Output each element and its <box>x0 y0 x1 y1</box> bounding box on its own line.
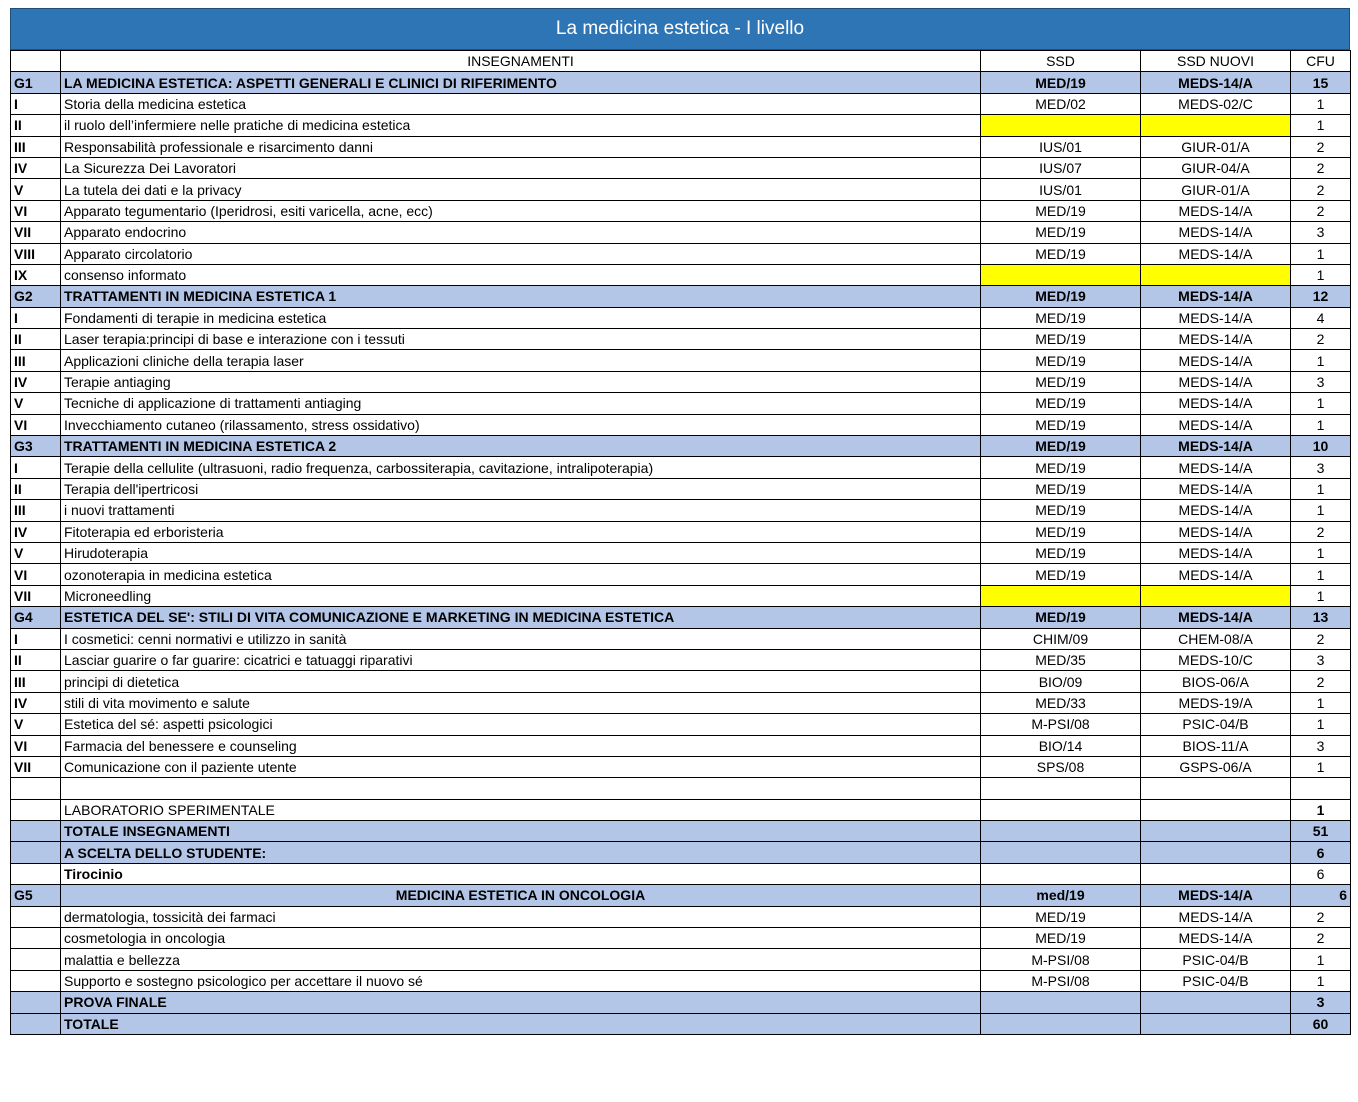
cell-ssd: MED/19 <box>981 350 1141 371</box>
table-row <box>11 115 1351 136</box>
cell-ssd: M-PSI/08 <box>981 970 1141 991</box>
table-row <box>11 136 1351 157</box>
table-row <box>11 264 1351 285</box>
cell-code: III <box>11 136 61 157</box>
cell-ssd-nuovi: MEDS-14/A <box>1141 885 1291 906</box>
cell-ssd-nuovi: MEDS-14/A <box>1141 607 1291 628</box>
cell-ssd: MED/19 <box>981 414 1141 435</box>
cell-code: II <box>11 649 61 670</box>
table-row <box>11 949 1351 970</box>
cell-description: principi di dietetica <box>61 671 981 692</box>
cell-code: G2 <box>11 286 61 307</box>
cell-ssd: MED/33 <box>981 692 1141 713</box>
group-row <box>11 607 1351 628</box>
cell-description: Fondamenti di terapie in medicina estetica <box>61 307 981 328</box>
cell-description: Storia della medicina estetica <box>61 93 981 114</box>
cell-description: Apparato tegumentario (Iperidrosi, esiti varicella, acne, ecc) <box>61 200 981 221</box>
cell-ssd: MED/19 <box>981 521 1141 542</box>
cell-code <box>11 863 61 884</box>
cell-ssd: CHIM/09 <box>981 628 1141 649</box>
cell-cfu: 3 <box>1291 649 1351 670</box>
table-row <box>11 564 1351 585</box>
table-row <box>11 714 1351 735</box>
cell-ssd: IUS/07 <box>981 157 1141 178</box>
cell-code: V <box>11 393 61 414</box>
table-row <box>11 542 1351 563</box>
cell-ssd <box>981 264 1141 285</box>
cell-cfu: 1 <box>1291 970 1351 991</box>
cell-ssd-nuovi <box>1141 264 1291 285</box>
cell-description: ozonoterapia in medicina estetica <box>61 564 981 585</box>
cell-ssd: MED/19 <box>981 243 1141 264</box>
table-row <box>11 222 1351 243</box>
cell-cfu: 1 <box>1291 93 1351 114</box>
cell-cfu: 1 <box>1291 115 1351 136</box>
cell-cfu: 3 <box>1291 735 1351 756</box>
cell-ssd: IUS/01 <box>981 136 1141 157</box>
cell-description: MEDICINA ESTETICA IN ONCOLOGIA <box>61 885 981 906</box>
header-code <box>11 51 61 72</box>
cell-description: La Sicurezza Dei Lavoratori <box>61 157 981 178</box>
cell-ssd-nuovi: MEDS-10/C <box>1141 649 1291 670</box>
cell-description: malattia e bellezza <box>61 949 981 970</box>
cell-ssd-nuovi: GIUR-01/A <box>1141 179 1291 200</box>
cell-ssd-nuovi: BIOS-06/A <box>1141 671 1291 692</box>
cell-description: Invecchiamento cutaneo (rilassamento, stress ossidativo) <box>61 414 981 435</box>
cell-ssd-nuovi: MEDS-14/A <box>1141 371 1291 392</box>
cell-code: G1 <box>11 72 61 93</box>
cell-ssd-nuovi <box>1141 842 1291 863</box>
cell-ssd-nuovi: PSIC-04/B <box>1141 949 1291 970</box>
cell-ssd <box>981 821 1141 842</box>
cell-code: IX <box>11 264 61 285</box>
cell-code: I <box>11 628 61 649</box>
cell-ssd-nuovi: MEDS-14/A <box>1141 457 1291 478</box>
cell-ssd: M-PSI/08 <box>981 949 1141 970</box>
cell-code: IV <box>11 371 61 392</box>
cell-ssd-nuovi: MEDS-14/A <box>1141 500 1291 521</box>
cell-description: il ruolo dell’infermiere nelle pratiche di medicina estetica <box>61 115 981 136</box>
cell-ssd-nuovi <box>1141 1013 1291 1034</box>
cell-ssd-nuovi: MEDS-14/A <box>1141 329 1291 350</box>
cell-code <box>11 799 61 820</box>
cell-code <box>11 949 61 970</box>
cell-description: stili di vita movimento e salute <box>61 692 981 713</box>
cell-code: III <box>11 671 61 692</box>
cell-cfu: 2 <box>1291 329 1351 350</box>
cell-ssd-nuovi: PSIC-04/B <box>1141 714 1291 735</box>
cell-ssd: MED/19 <box>981 500 1141 521</box>
cell-cfu: 2 <box>1291 157 1351 178</box>
cell-cfu: 2 <box>1291 136 1351 157</box>
cell-description: Terapie antiaging <box>61 371 981 392</box>
cell-description: Farmacia del benessere e counseling <box>61 735 981 756</box>
group-row <box>11 72 1351 93</box>
cell-code: VI <box>11 564 61 585</box>
cell-cfu: 4 <box>1291 307 1351 328</box>
cell-description: consenso informato <box>61 264 981 285</box>
cell-code <box>11 970 61 991</box>
cell-ssd-nuovi: CHEM-08/A <box>1141 628 1291 649</box>
cell-cfu: 1 <box>1291 585 1351 606</box>
cell-cfu: 1 <box>1291 799 1351 820</box>
table-row <box>11 179 1351 200</box>
cell-description: LABORATORIO SPERIMENTALE <box>61 799 981 820</box>
cell-description: Fitoterapia ed erboristeria <box>61 521 981 542</box>
header-row <box>11 51 1351 72</box>
cell-ssd <box>981 778 1141 799</box>
cell-ssd-nuovi: GSPS-06/A <box>1141 756 1291 777</box>
cell-ssd-nuovi: MEDS-14/A <box>1141 307 1291 328</box>
cell-code: VI <box>11 200 61 221</box>
cell-cfu: 2 <box>1291 628 1351 649</box>
cell-ssd: MED/19 <box>981 542 1141 563</box>
cell-cfu: 6 <box>1291 885 1351 906</box>
cell-cfu: 2 <box>1291 928 1351 949</box>
cell-ssd: MED/19 <box>981 222 1141 243</box>
cell-cfu: 2 <box>1291 179 1351 200</box>
cell-ssd: MED/19 <box>981 478 1141 499</box>
table-row <box>11 457 1351 478</box>
cell-cfu: 1 <box>1291 564 1351 585</box>
header-cfu: CFU <box>1291 51 1351 72</box>
table-row <box>11 393 1351 414</box>
cell-code: VII <box>11 222 61 243</box>
cell-ssd-nuovi: GIUR-01/A <box>1141 136 1291 157</box>
cell-code: V <box>11 179 61 200</box>
cell-ssd <box>981 1013 1141 1034</box>
cell-cfu: 1 <box>1291 692 1351 713</box>
cell-code: V <box>11 542 61 563</box>
cell-code: I <box>11 307 61 328</box>
cell-description: Apparato circolatorio <box>61 243 981 264</box>
cell-ssd: MED/19 <box>981 906 1141 927</box>
cell-code: I <box>11 457 61 478</box>
cell-code: III <box>11 500 61 521</box>
cell-cfu: 1 <box>1291 350 1351 371</box>
cell-description: Terapia dell'ipertricosi <box>61 478 981 499</box>
table-row <box>11 906 1351 927</box>
table-row <box>11 970 1351 991</box>
cell-code <box>11 778 61 799</box>
cell-cfu <box>1291 778 1351 799</box>
cell-ssd <box>981 992 1141 1013</box>
cell-description: A SCELTA DELLO STUDENTE: <box>61 842 981 863</box>
table-row <box>11 756 1351 777</box>
cell-ssd-nuovi: MEDS-14/A <box>1141 350 1291 371</box>
cell-ssd: BIO/14 <box>981 735 1141 756</box>
cell-description: La tutela dei dati e la privacy <box>61 179 981 200</box>
cell-ssd: SPS/08 <box>981 756 1141 777</box>
cell-description: TOTALE <box>61 1013 981 1034</box>
cell-ssd-nuovi: MEDS-14/A <box>1141 542 1291 563</box>
table-row <box>11 350 1351 371</box>
curriculum-table <box>10 50 1351 1035</box>
cell-ssd-nuovi <box>1141 992 1291 1013</box>
cell-cfu: 1 <box>1291 756 1351 777</box>
cell-ssd: MED/19 <box>981 457 1141 478</box>
table-row <box>11 329 1351 350</box>
cell-cfu: 15 <box>1291 72 1351 93</box>
cell-ssd-nuovi: MEDS-14/A <box>1141 564 1291 585</box>
table-row <box>11 500 1351 521</box>
cell-code: III <box>11 350 61 371</box>
cell-ssd-nuovi: MEDS-14/A <box>1141 906 1291 927</box>
cell-ssd: BIO/09 <box>981 671 1141 692</box>
cell-description: PROVA FINALE <box>61 992 981 1013</box>
cell-cfu: 1 <box>1291 542 1351 563</box>
group-row <box>11 436 1351 457</box>
cell-description: Supporto e sostegno psicologico per accettare il nuovo sé <box>61 970 981 991</box>
table-row <box>11 778 1351 799</box>
cell-cfu: 1 <box>1291 264 1351 285</box>
cell-cfu: 3 <box>1291 222 1351 243</box>
cell-code: VII <box>11 756 61 777</box>
cell-description: cosmetologia in oncologia <box>61 928 981 949</box>
cell-description: Microneedling <box>61 585 981 606</box>
cell-ssd-nuovi: MEDS-14/A <box>1141 286 1291 307</box>
cell-cfu: 1 <box>1291 478 1351 499</box>
table-row <box>11 692 1351 713</box>
cell-description: I cosmetici: cenni normativi e utilizzo in sanità <box>61 628 981 649</box>
cell-ssd: MED/19 <box>981 286 1141 307</box>
cell-description: Tirocinio <box>61 863 981 884</box>
cell-ssd: M-PSI/08 <box>981 714 1141 735</box>
cell-code: G3 <box>11 436 61 457</box>
cell-ssd-nuovi <box>1141 821 1291 842</box>
table-row <box>11 307 1351 328</box>
cell-description: Lasciar guarire o far guarire: cicatrici e tatuaggi riparativi <box>61 649 981 670</box>
cell-ssd-nuovi: MEDS-14/A <box>1141 478 1291 499</box>
cell-cfu: 2 <box>1291 906 1351 927</box>
cell-ssd: MED/19 <box>981 928 1141 949</box>
cell-ssd <box>981 863 1141 884</box>
cell-ssd-nuovi <box>1141 863 1291 884</box>
cell-code <box>11 928 61 949</box>
cell-description: Laser terapia:principi di base e interazione con i tessuti <box>61 329 981 350</box>
cell-code: VII <box>11 585 61 606</box>
cell-code: IV <box>11 521 61 542</box>
cell-cfu: 3 <box>1291 457 1351 478</box>
cell-ssd-nuovi <box>1141 799 1291 820</box>
cell-cfu: 13 <box>1291 607 1351 628</box>
cell-description: TOTALE INSEGNAMENTI <box>61 821 981 842</box>
cell-ssd: MED/19 <box>981 329 1141 350</box>
cell-ssd: med/19 <box>981 885 1141 906</box>
cell-code <box>11 842 61 863</box>
cell-cfu: 1 <box>1291 393 1351 414</box>
cell-description: Terapie della cellulite (ultrasuoni, radio frequenza, carbossiterapia, cavitazione, intralipoterapia) <box>61 457 981 478</box>
cell-ssd-nuovi: MEDS-14/A <box>1141 222 1291 243</box>
cell-cfu: 6 <box>1291 842 1351 863</box>
cell-code <box>11 1013 61 1034</box>
cell-code: II <box>11 329 61 350</box>
cell-ssd: MED/19 <box>981 72 1141 93</box>
cell-ssd <box>981 115 1141 136</box>
cell-description: TRATTAMENTI IN MEDICINA ESTETICA 2 <box>61 436 981 457</box>
cell-code: VI <box>11 735 61 756</box>
cell-ssd-nuovi: MEDS-14/A <box>1141 72 1291 93</box>
cell-code: II <box>11 478 61 499</box>
cell-code <box>11 992 61 1013</box>
table-row <box>11 200 1351 221</box>
cell-ssd: MED/35 <box>981 649 1141 670</box>
cell-code: IV <box>11 692 61 713</box>
cell-description: Hirudoterapia <box>61 542 981 563</box>
cell-ssd-nuovi: MEDS-14/A <box>1141 928 1291 949</box>
cell-cfu: 3 <box>1291 992 1351 1013</box>
table-row <box>11 93 1351 114</box>
cell-code <box>11 906 61 927</box>
cell-code: VIII <box>11 243 61 264</box>
cell-description: ESTETICA DEL SE': STILI DI VITA COMUNICAZIONE E MARKETING IN MEDICINA ESTETICA <box>61 607 981 628</box>
cell-ssd <box>981 842 1141 863</box>
cell-ssd-nuovi: MEDS-14/A <box>1141 243 1291 264</box>
table-row <box>11 478 1351 499</box>
cell-code: II <box>11 115 61 136</box>
header-insegnamenti: INSEGNAMENTI <box>61 51 981 72</box>
cell-ssd: MED/19 <box>981 307 1141 328</box>
group-row <box>11 885 1351 906</box>
header-ssd: SSD <box>981 51 1141 72</box>
table-row <box>11 157 1351 178</box>
table-row <box>11 735 1351 756</box>
header-ssd-nuovi: SSD NUOVI <box>1141 51 1291 72</box>
table-row <box>11 863 1351 884</box>
cell-ssd-nuovi: GIUR-04/A <box>1141 157 1291 178</box>
cell-cfu: 10 <box>1291 436 1351 457</box>
cell-cfu: 51 <box>1291 821 1351 842</box>
table-row <box>11 243 1351 264</box>
group-row <box>11 992 1351 1013</box>
table-row <box>11 799 1351 820</box>
cell-cfu: 1 <box>1291 949 1351 970</box>
cell-ssd <box>981 799 1141 820</box>
cell-code: G5 <box>11 885 61 906</box>
cell-description: i nuovi trattamenti <box>61 500 981 521</box>
cell-description: Estetica del sé: aspetti psicologici <box>61 714 981 735</box>
cell-description: LA MEDICINA ESTETICA: ASPETTI GENERALI E CLINICI DI RIFERIMENTO <box>61 72 981 93</box>
cell-ssd-nuovi: MEDS-14/A <box>1141 414 1291 435</box>
cell-code: VI <box>11 414 61 435</box>
cell-ssd: MED/19 <box>981 436 1141 457</box>
cell-code: IV <box>11 157 61 178</box>
cell-ssd-nuovi <box>1141 778 1291 799</box>
table-row <box>11 671 1351 692</box>
cell-ssd: MED/19 <box>981 564 1141 585</box>
cell-cfu: 1 <box>1291 243 1351 264</box>
table-row <box>11 649 1351 670</box>
cell-ssd: MED/02 <box>981 93 1141 114</box>
cell-ssd-nuovi: MEDS-14/A <box>1141 521 1291 542</box>
table-row <box>11 928 1351 949</box>
table-row <box>11 414 1351 435</box>
sheet-title: La medicina estetica - I livello <box>10 8 1350 50</box>
cell-ssd: MED/19 <box>981 200 1141 221</box>
cell-cfu: 1 <box>1291 414 1351 435</box>
cell-ssd: MED/19 <box>981 371 1141 392</box>
table-row <box>11 628 1351 649</box>
cell-ssd-nuovi: MEDS-19/A <box>1141 692 1291 713</box>
cell-code: V <box>11 714 61 735</box>
cell-ssd: IUS/01 <box>981 179 1141 200</box>
group-row <box>11 842 1351 863</box>
cell-description: Tecniche di applicazione di trattamenti antiaging <box>61 393 981 414</box>
cell-description: dermatologia, tossicità dei farmaci <box>61 906 981 927</box>
cell-ssd-nuovi: MEDS-14/A <box>1141 200 1291 221</box>
cell-cfu: 6 <box>1291 863 1351 884</box>
cell-ssd: MED/19 <box>981 607 1141 628</box>
group-row <box>11 821 1351 842</box>
cell-ssd-nuovi: PSIC-04/B <box>1141 970 1291 991</box>
cell-cfu: 2 <box>1291 521 1351 542</box>
cell-description: Comunicazione con il paziente utente <box>61 756 981 777</box>
cell-description <box>61 778 981 799</box>
cell-code: G4 <box>11 607 61 628</box>
cell-description: TRATTAMENTI IN MEDICINA ESTETICA 1 <box>61 286 981 307</box>
cell-ssd: MED/19 <box>981 393 1141 414</box>
cell-ssd-nuovi <box>1141 585 1291 606</box>
cell-ssd <box>981 585 1141 606</box>
cell-description: Apparato endocrino <box>61 222 981 243</box>
cell-code: I <box>11 93 61 114</box>
cell-cfu: 2 <box>1291 200 1351 221</box>
cell-cfu: 2 <box>1291 671 1351 692</box>
cell-code <box>11 821 61 842</box>
cell-description: Responsabilità professionale e risarcimento danni <box>61 136 981 157</box>
cell-ssd-nuovi: MEDS-02/C <box>1141 93 1291 114</box>
table-row <box>11 521 1351 542</box>
cell-cfu: 1 <box>1291 500 1351 521</box>
cell-ssd-nuovi: BIOS-11/A <box>1141 735 1291 756</box>
cell-ssd-nuovi <box>1141 115 1291 136</box>
cell-ssd-nuovi: MEDS-14/A <box>1141 393 1291 414</box>
group-row <box>11 286 1351 307</box>
table-row <box>11 371 1351 392</box>
cell-ssd-nuovi: MEDS-14/A <box>1141 436 1291 457</box>
spreadsheet <box>10 8 1350 1035</box>
cell-cfu: 60 <box>1291 1013 1351 1034</box>
cell-cfu: 1 <box>1291 714 1351 735</box>
cell-cfu: 12 <box>1291 286 1351 307</box>
cell-description: Applicazioni cliniche della terapia laser <box>61 350 981 371</box>
table-row <box>11 585 1351 606</box>
group-row <box>11 1013 1351 1034</box>
cell-cfu: 3 <box>1291 371 1351 392</box>
